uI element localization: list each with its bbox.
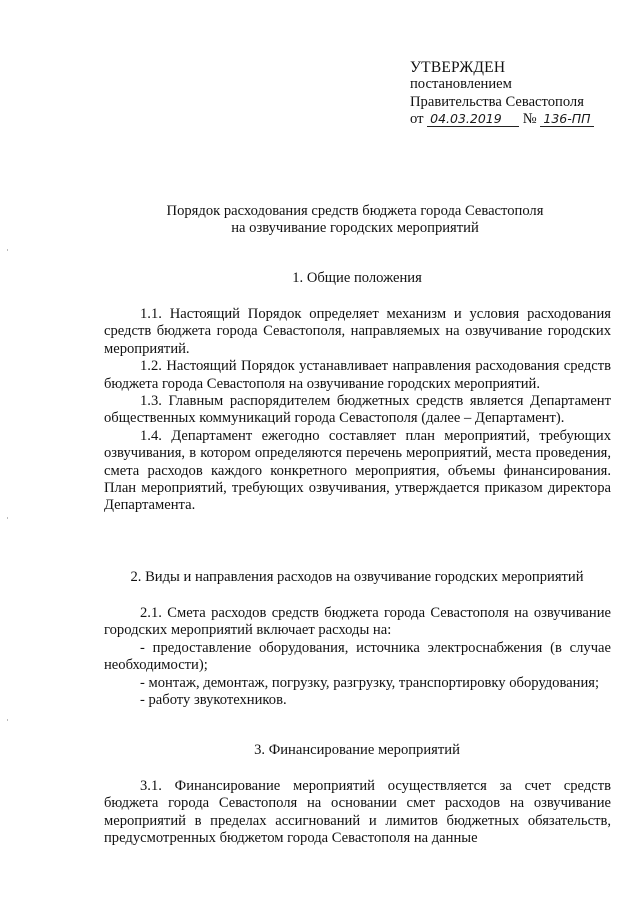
date-prefix: от bbox=[410, 111, 424, 128]
approval-date-line bbox=[410, 111, 625, 128]
approval-line: Правительства Севастополя bbox=[410, 93, 584, 110]
document-title bbox=[95, 203, 615, 238]
scan-artifact bbox=[7, 517, 8, 519]
title-line: Порядок расходования средств бюджета города Севастополя bbox=[166, 203, 544, 219]
title-line: на озвучивание городских мероприятий bbox=[231, 220, 479, 237]
scan-artifact bbox=[7, 719, 8, 721]
list-item: - предоставление оборудования, источника электроснабжения (в случае необходимости); bbox=[104, 639, 611, 674]
paragraph: 1.1. Настоящий Порядок определяет механизм и условия расходования средств бюджета города Севастополя, направляемых на озвучивание городских мероприятий. bbox=[104, 306, 611, 357]
section-body bbox=[104, 778, 611, 848]
approval-line: постановлением bbox=[410, 76, 512, 93]
number-prefix: № bbox=[522, 111, 537, 128]
paragraph: 3.1. Финансирование мероприятий осуществляется за счет средств бюджета города Севастополя на основании смет расходов на озвучивание мероприятий в пределах ассигнований и лимитов бюджетных обязательств, предусмотренных бюджетом города Севастополя на данные bbox=[104, 778, 611, 847]
approval-block bbox=[410, 59, 625, 129]
list-item: - работу звукотехников. bbox=[140, 692, 287, 709]
paragraph: 2.1. Смета расходов средств бюджета города Севастополя на озвучивание городских мероприятий включает расходы на: bbox=[104, 605, 611, 639]
section-heading: 1. Общие положения bbox=[292, 270, 422, 286]
section-heading: 2. Виды и направления расходов на озвучивание городских мероприятий bbox=[130, 569, 584, 585]
list-item: - монтаж, демонтаж, погрузку, разгрузку, транспортировку оборудования; bbox=[140, 674, 600, 691]
paragraph: 1.3. Главным распорядителем бюджетных средств является Департамент общественных коммуникаций города Севастополя (далее – Департамент). bbox=[104, 393, 611, 427]
paragraph: 1.4. Департамент ежегодно составляет план мероприятий, требующих озвучивания, в котором определяются перечень мероприятий, места проведения, смета расходов каждого конкретного мероприятия, объемы финансирования. План мероприятий, требующих озвучивания, утверждается приказом директора Департамента. bbox=[104, 427, 611, 514]
section-body bbox=[104, 605, 611, 709]
section-body bbox=[104, 306, 611, 515]
handwritten-number: 136-ПП bbox=[540, 112, 594, 127]
section-heading: 3. Финансирование мероприятий bbox=[254, 742, 460, 758]
handwritten-date: 04.03.2019 bbox=[427, 112, 519, 127]
scan-artifact bbox=[7, 249, 8, 251]
paragraph: 1.2. Настоящий Порядок устанавливает направления расходования средств бюджета города Севастополя на озвучивание городских мероприятий. bbox=[104, 358, 611, 392]
approval-heading: УТВЕРЖДЕН bbox=[410, 59, 506, 76]
